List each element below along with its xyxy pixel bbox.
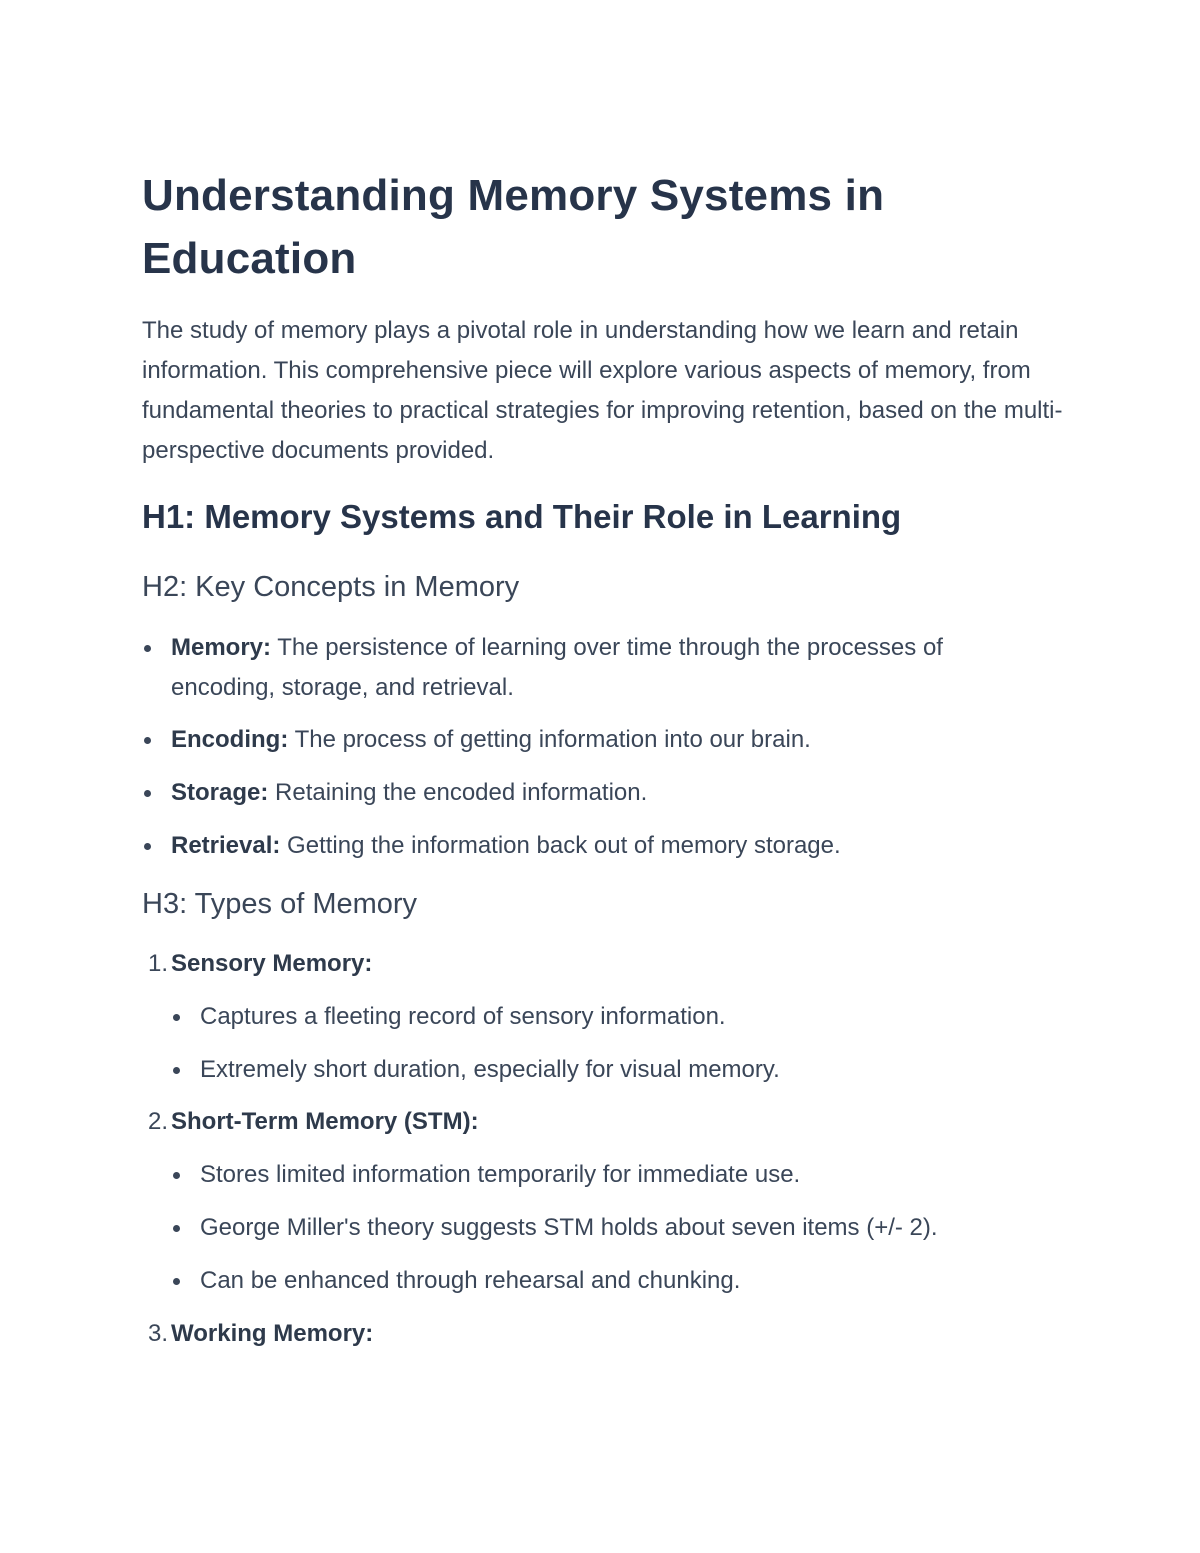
list-number: 3. (147, 1320, 168, 1347)
bullet-icon (144, 843, 151, 850)
type-label-short-term-memory: Short-Term Memory (STM): (171, 1108, 479, 1135)
bullet-icon (173, 1278, 180, 1285)
bullet-icon (144, 790, 151, 797)
bullet-icon (173, 1225, 180, 1232)
term-separator: : (272, 832, 281, 859)
key-concept-item-storage (171, 773, 1051, 813)
list-number: 2. (147, 1108, 168, 1135)
type-label-working-memory: Working Memory: (171, 1320, 374, 1347)
type-label-sensory-memory: Sensory Memory: (171, 950, 373, 977)
list-item: Can be enhanced through rehearsal and chunking. (200, 1267, 741, 1294)
term-definition: The persistence of learning over time through the processes of encoding, storage, and retrieval. (171, 634, 943, 701)
term-separator: : (260, 779, 269, 806)
subsection-heading-types-of-memory: H3: Types of Memory (142, 888, 418, 920)
term-definition: The process of getting information into our brain. (288, 726, 811, 753)
key-concept-item-retrieval (171, 826, 1051, 866)
subsection-heading-key-concepts: H2: Key Concepts in Memory (142, 571, 520, 603)
term-label: Retrieval (171, 832, 273, 859)
term-separator: : (263, 634, 272, 661)
term-definition: Retaining the encoded information. (268, 779, 648, 806)
list-item: George Miller's theory suggests STM holds about seven items (+/- 2). (200, 1214, 938, 1241)
list-item: Extremely short duration, especially for visual memory. (200, 1056, 780, 1083)
list-item: Captures a fleeting record of sensory information. (200, 1003, 726, 1030)
term-label: Storage (171, 779, 261, 806)
bullet-icon (144, 645, 151, 652)
term-label: Memory (171, 634, 264, 661)
term-definition: Getting the information back out of memory storage. (280, 832, 841, 859)
term-separator: : (280, 726, 289, 753)
intro-paragraph: The study of memory plays a pivotal role in understanding how we learn and retain information. This comprehensive piece will explore various aspects of memory, from fundamental theories to practical strategies for improving retention, based on the multi-perspective documents provided. (142, 317, 1063, 464)
bullet-icon (144, 737, 151, 744)
document-title: Understanding Memory Systems in Education (142, 171, 885, 283)
bullet-icon (173, 1014, 180, 1021)
term-label: Encoding (171, 726, 281, 753)
list-number: 1. (147, 950, 168, 977)
section-heading-memory-systems: H1: Memory Systems and Their Role in Learning (142, 498, 902, 535)
list-item: Stores limited information temporarily for immediate use. (200, 1161, 801, 1188)
bullet-icon (173, 1172, 180, 1179)
key-concept-item-encoding (171, 720, 1051, 760)
key-concept-item-memory (171, 628, 1051, 708)
bullet-icon (173, 1067, 180, 1074)
